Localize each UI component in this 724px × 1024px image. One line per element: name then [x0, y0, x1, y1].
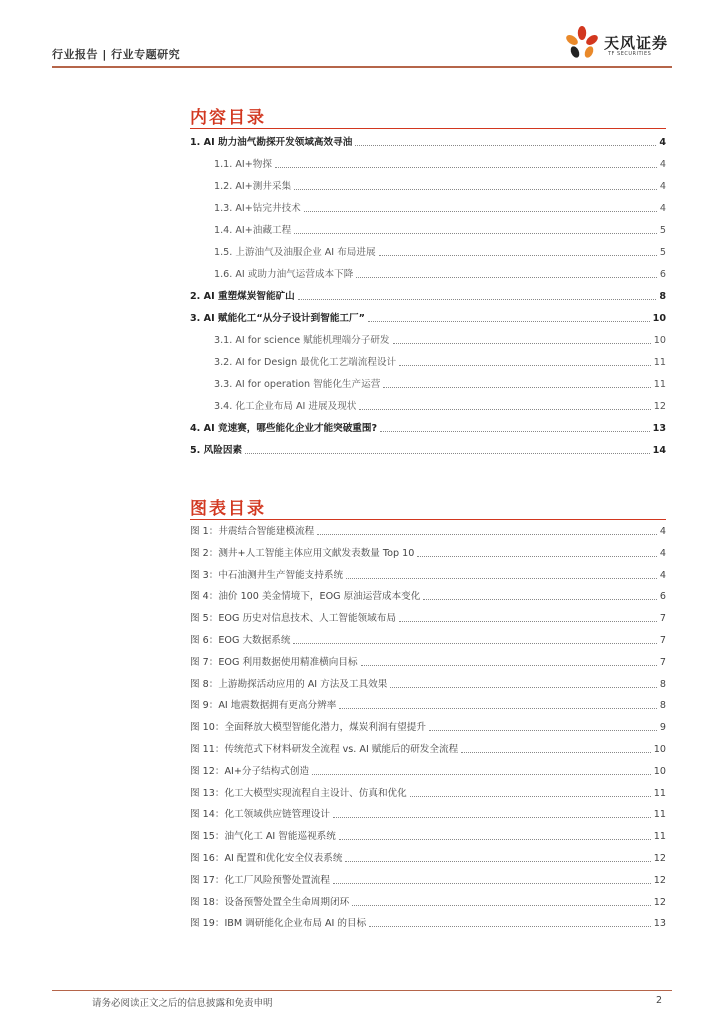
toc-entry[interactable] — [190, 421, 666, 435]
dot-leader — [339, 708, 657, 709]
figure-entry[interactable] — [190, 677, 666, 691]
toc-entry[interactable] — [190, 245, 666, 259]
entry-label: 1. AI 助力油气勘探开发领域高效寻油 — [190, 137, 353, 148]
entry-label: 图 13：化工大模型实现流程自主设计、仿真和优化 — [190, 787, 407, 799]
toc-title: 内容目录 — [190, 108, 266, 128]
dot-leader — [399, 621, 657, 622]
entry-label: 图 10：全面释放大模型智能化潜力，煤炭利润有望提升 — [190, 722, 426, 734]
entry-page-number: 14 — [652, 445, 666, 456]
toc-entry[interactable] — [190, 355, 666, 369]
dot-leader — [461, 752, 651, 753]
entry-page-number: 4 — [659, 181, 666, 192]
toc-entry[interactable] — [190, 201, 666, 215]
figure-entry[interactable] — [190, 742, 666, 756]
dot-leader — [417, 556, 657, 557]
entry-page-number: 10 — [652, 313, 666, 324]
entry-label: 图 14：化工领域供应链管理设计 — [190, 809, 330, 821]
figure-entry[interactable] — [190, 829, 666, 843]
dot-leader — [317, 534, 657, 535]
dot-leader — [245, 453, 650, 454]
dot-leader — [312, 774, 651, 775]
entry-label: 图 18：设备预警处置全生命周期闭环 — [190, 896, 350, 908]
entry-label: 图 6：EOG 大数据系统 — [190, 635, 291, 646]
figure-entry[interactable] — [190, 764, 666, 778]
entry-page-number: 4 — [659, 547, 666, 559]
dot-leader — [345, 861, 650, 862]
entry-label: 3.2. AI for Design 最优化工艺端流程设计 — [214, 357, 397, 368]
logo-english-name: TF SECURITIES — [608, 51, 652, 57]
dot-leader — [294, 233, 657, 234]
entry-page-number: 11 — [653, 357, 666, 368]
entry-page-number: 4 — [659, 203, 666, 214]
entry-page-number: 9 — [659, 722, 666, 734]
entry-page-number: 11 — [653, 379, 666, 390]
entry-label: 图 12：AI+分子结构式创造 — [190, 765, 310, 777]
dot-leader — [304, 211, 657, 212]
entry-page-number: 6 — [659, 269, 666, 280]
dot-leader — [379, 255, 657, 256]
entry-label: 1.1. AI+物探 — [214, 159, 272, 170]
entry-label: 5. 风险因素 — [190, 445, 243, 456]
figure-entry[interactable] — [190, 611, 666, 625]
entry-page-number: 13 — [652, 423, 666, 434]
figure-entry[interactable] — [190, 655, 666, 669]
brand-logo — [562, 24, 672, 64]
entry-label: 图 2：测井+人工智能主体应用文献发表数量 Top 10 — [190, 547, 415, 559]
entry-page-number: 8 — [659, 678, 666, 690]
toc-entry[interactable] — [190, 377, 666, 391]
page-header — [52, 34, 672, 68]
entry-page-number: 8 — [659, 291, 666, 302]
entry-label: 1.6. AI 或助力油气运营成本下降 — [214, 269, 354, 280]
entry-label: 图 15：油气化工 AI 智能巡视系统 — [190, 831, 336, 843]
entry-page-number: 10 — [653, 335, 666, 346]
flower-logo-icon — [562, 24, 602, 64]
figure-entry[interactable] — [190, 720, 666, 734]
dot-leader — [383, 387, 650, 388]
report-category: 行业报告 | 行业专题研究 — [52, 48, 181, 61]
dot-leader — [298, 299, 657, 300]
toc-entry[interactable] — [190, 157, 666, 171]
toc-entry[interactable] — [190, 135, 666, 149]
figure-entry[interactable] — [190, 916, 666, 930]
entry-label: 2. AI 重塑煤炭智能矿山 — [190, 291, 295, 302]
footer-divider — [52, 990, 672, 991]
entry-label: 1.2. AI+测井采集 — [214, 181, 292, 192]
entry-page-number: 4 — [659, 137, 666, 148]
footer-disclaimer: 请务必阅读正文之后的信息披露和免责申明 — [92, 998, 273, 1009]
figure-entry[interactable] — [190, 568, 666, 582]
figure-entry[interactable] — [190, 546, 666, 560]
entry-page-number: 12 — [653, 401, 666, 412]
toc-entry[interactable] — [190, 223, 666, 237]
entry-label: 1.4. AI+油藏工程 — [214, 225, 292, 236]
entry-page-number: 10 — [653, 765, 666, 777]
entry-page-number: 12 — [653, 896, 666, 908]
dot-leader — [359, 409, 650, 410]
entry-label: 图 8：上游勘探活动应用的 AI 方法及工具效果 — [190, 678, 388, 690]
entry-label: 3.3. AI for operation 智能化生产运营 — [214, 379, 381, 390]
toc-entry[interactable] — [190, 443, 666, 457]
dot-leader — [333, 817, 651, 818]
entry-label: 图 9：AI 地震数据拥有更高分辨率 — [190, 700, 337, 712]
entry-page-number: 4 — [659, 569, 666, 581]
dot-leader — [390, 687, 657, 688]
dot-leader — [399, 365, 651, 366]
entry-label: 1.3. AI+钻完井技术 — [214, 203, 301, 214]
entry-page-number: 11 — [653, 809, 666, 821]
entry-label: 3. AI 赋能化工“从分子设计到智能工厂” — [190, 313, 365, 324]
entry-page-number: 7 — [659, 656, 666, 668]
entry-label: 3.1. AI for science 赋能机理端分子研发 — [214, 335, 390, 346]
figure-entry[interactable] — [190, 698, 666, 712]
entry-page-number: 10 — [653, 744, 666, 755]
figure-entry[interactable] — [190, 895, 666, 909]
dot-leader — [333, 883, 651, 884]
figures-title: 图表目录 — [190, 499, 266, 519]
dot-leader — [361, 665, 657, 666]
entry-page-number: 7 — [659, 635, 666, 646]
dot-leader — [293, 643, 656, 644]
figure-entry[interactable] — [190, 786, 666, 800]
dot-leader — [423, 599, 657, 600]
header-divider — [52, 66, 672, 68]
entry-label: 图 17：化工厂风险预警处置流程 — [190, 874, 330, 886]
toc-entry[interactable] — [190, 399, 666, 413]
toc-entry[interactable] — [190, 289, 666, 303]
dot-leader — [352, 905, 651, 906]
dot-leader — [410, 796, 651, 797]
figure-entry[interactable] — [190, 851, 666, 865]
entry-label: 图 5：EOG 历史对信息技术、人工智能领域布局 — [190, 613, 396, 625]
figure-entry[interactable] — [190, 633, 666, 647]
entry-page-number: 5 — [659, 247, 666, 258]
entry-label: 图 4：油价 100 美金情境下，EOG 原油运营成本变化 — [190, 591, 421, 603]
entry-page-number: 8 — [659, 700, 666, 712]
toc-entry[interactable] — [190, 179, 666, 193]
entry-page-number: 11 — [653, 831, 666, 843]
entry-page-number: 7 — [659, 613, 666, 625]
dot-leader — [356, 277, 657, 278]
entry-label: 图 16：AI 配置和优化安全仪表系统 — [190, 853, 343, 864]
entry-label: 图 19：IBM 调研能化企业布局 AI 的目标 — [190, 918, 367, 930]
dot-leader — [346, 578, 657, 579]
entry-label: 图 11：传统范式下材料研发全流程 vs. AI 赋能后的研发全流程 — [190, 744, 459, 755]
dot-leader — [369, 926, 651, 927]
dot-leader — [294, 189, 657, 190]
entry-page-number: 12 — [653, 874, 666, 886]
logo-chinese-name: 天风证券 — [604, 34, 669, 52]
toc-entry[interactable] — [190, 311, 666, 325]
entry-page-number: 11 — [653, 787, 666, 799]
dot-leader — [355, 145, 656, 146]
dot-leader — [368, 321, 650, 322]
entry-page-number: 12 — [653, 853, 666, 864]
figure-entry[interactable] — [190, 873, 666, 887]
toc-entry[interactable] — [190, 267, 666, 281]
entry-label: 图 1：井震结合智能建模流程 — [190, 526, 315, 537]
entry-label: 图 7：EOG 利用数据使用精准横向目标 — [190, 656, 358, 668]
page-number: 2 — [655, 995, 662, 1006]
entry-page-number: 6 — [659, 591, 666, 603]
figure-entry[interactable] — [190, 589, 666, 603]
entry-label: 1.5. 上游油气及油服企业 AI 布局进展 — [214, 247, 376, 258]
dot-leader — [275, 167, 657, 168]
entry-page-number: 4 — [659, 526, 666, 537]
dot-leader — [380, 431, 650, 432]
dot-leader — [339, 839, 651, 840]
entry-page-number: 4 — [659, 159, 666, 170]
entry-page-number: 13 — [653, 918, 666, 930]
figure-entry[interactable] — [190, 807, 666, 821]
entry-label: 4. AI 竞速赛，哪些能化企业才能突破重围? — [190, 423, 378, 434]
figures-title-underline — [190, 519, 666, 520]
dot-leader — [429, 730, 657, 731]
dot-leader — [393, 343, 651, 344]
entry-page-number: 5 — [659, 225, 666, 236]
toc-title-underline — [190, 128, 666, 129]
entry-label: 图 3：中石油测井生产智能支持系统 — [190, 569, 344, 581]
entry-label: 3.4. 化工企业布局 AI 进展及现状 — [214, 401, 357, 412]
figure-entry[interactable] — [190, 524, 666, 538]
toc-entry[interactable] — [190, 333, 666, 347]
